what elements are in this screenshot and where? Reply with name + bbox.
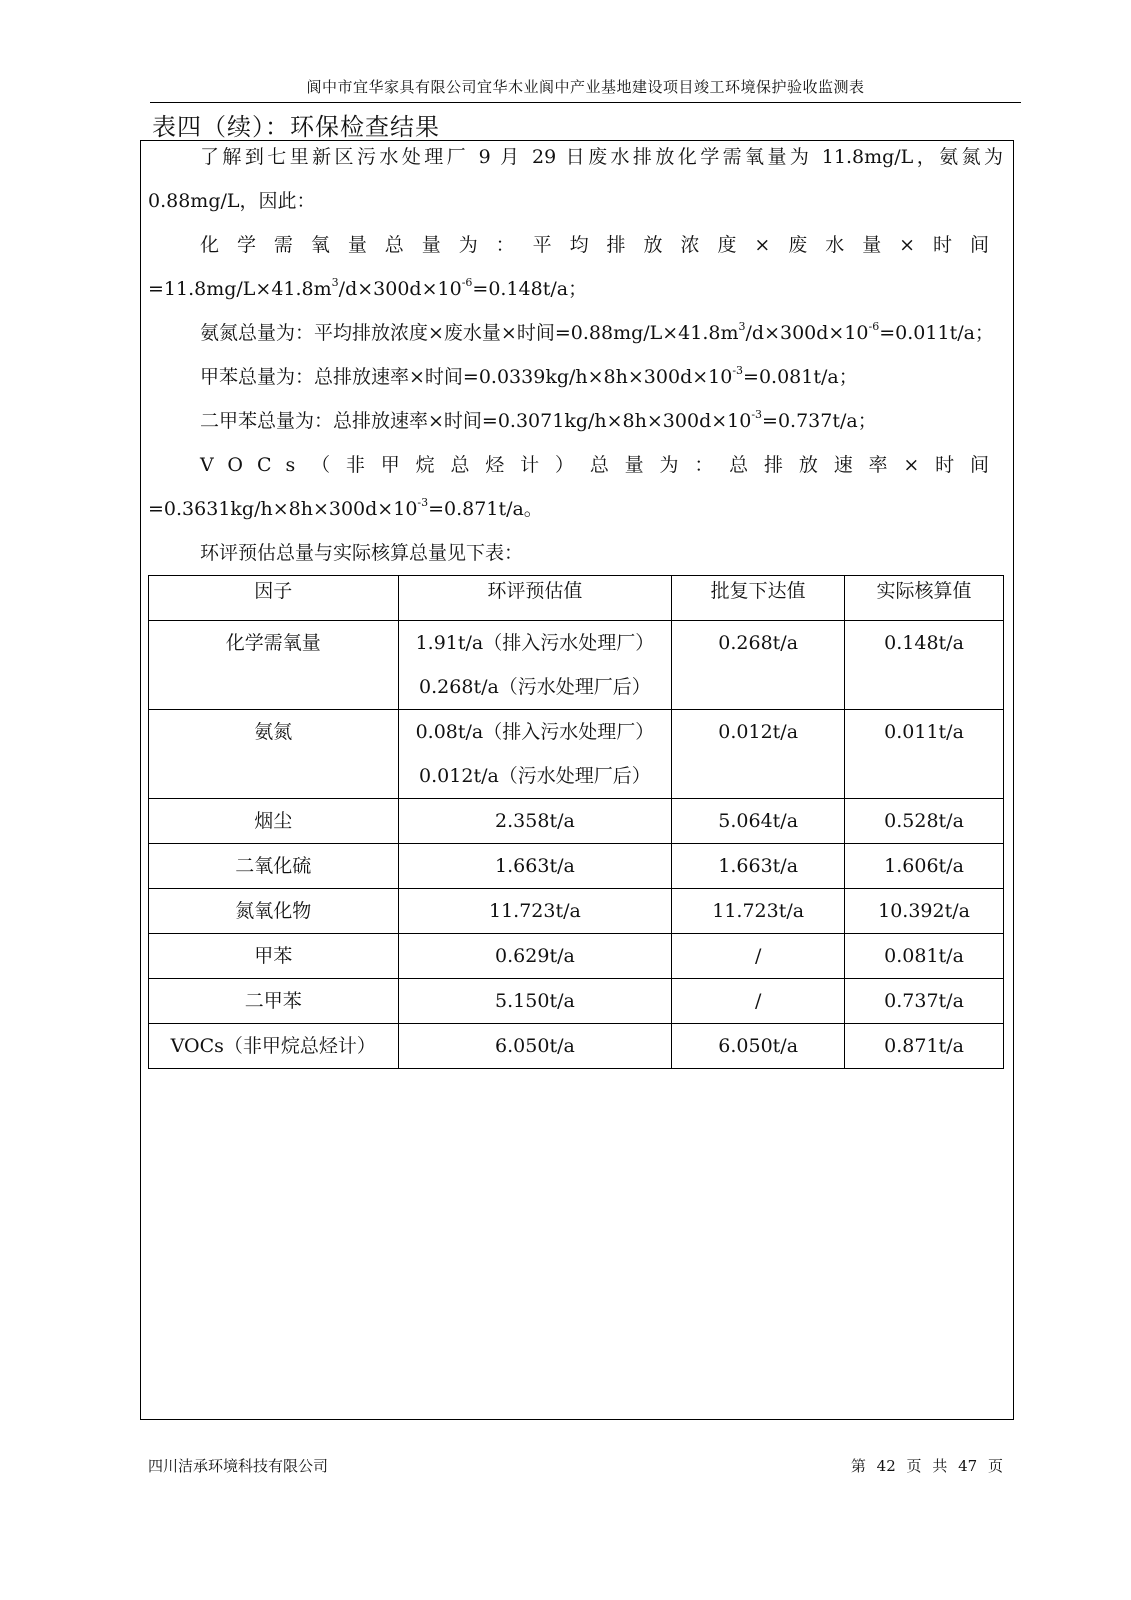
cell-eia: 0.629t/a [398,934,672,979]
cell-actual: 0.081t/a [845,934,1004,979]
formula-part: =11.8mg/L×41.8m [148,278,332,300]
paragraph-2-line-2 [148,267,1003,311]
superscript: -3 [417,495,429,509]
table-row [149,710,1004,799]
formula-part: 氨氮总量为：平均排放浓度×废水量×时间=0.88mg/L×41.8m [200,322,739,344]
cell-factor: 二甲苯 [149,979,399,1024]
table-row [149,1024,1004,1069]
cell-factor: VOCs（非甲烷总烃计） [149,1024,399,1069]
formula-part: =0.081t/a； [743,366,858,388]
cell-actual: 10.392t/a [845,889,1004,934]
document-header: 阆中市宜华家具有限公司宜华木业阆中产业基地建设项目竣工环境保护验收监测表 [306,78,865,96]
table-row [149,844,1004,889]
eia-line: 0.012t/a（污水处理厂后） [419,765,651,787]
formula-part: =0.011t/a； [879,322,994,344]
paragraph-2-line-1: 化学需氧量总量为：平均排放浓度×废水量×时间 [200,234,1003,256]
formula-part: =0.871t/a。 [428,498,543,520]
cell-eia: 1.663t/a [398,844,672,889]
cell-eia [398,710,672,799]
cell-eia: 2.358t/a [398,799,672,844]
header-actual: 实际核算值 [845,576,1004,621]
formula-part: /d×300d×10 [338,278,462,300]
paragraph-1-line-2: 0.88mg/L，因此： [148,190,316,212]
cell-approved: 0.268t/a [672,621,845,710]
header-rule [150,102,1021,103]
footer-company: 四川洁承环境科技有限公司 [148,1457,329,1475]
formula-part: 二甲苯总量为：总排放速率×时间=0.3071kg/h×8h×300d×10 [200,410,752,432]
page-current: 42 [876,1457,896,1475]
table-row [149,889,1004,934]
superscript: -6 [868,319,880,333]
page-mid: 页 共 [906,1457,948,1475]
cell-eia: 6.050t/a [398,1024,672,1069]
paragraph-7: 环评预估总量与实际核算总量见下表： [200,542,524,564]
superscript: 3 [331,275,339,289]
cell-approved: 6.050t/a [672,1024,845,1069]
page-prefix: 第 [850,1457,866,1475]
eia-line: 0.08t/a（排入污水处理厂） [415,721,655,743]
paragraph-5 [148,399,1003,443]
header-factor: 因子 [149,576,399,621]
cell-factor: 甲苯 [149,934,399,979]
formula-part: =0.3631kg/h×8h×300d×10 [148,498,418,520]
cell-actual: 0.737t/a [845,979,1004,1024]
cell-approved: 11.723t/a [672,889,845,934]
page-suffix: 页 [987,1457,1003,1475]
formula-part: /d×300d×10 [745,322,869,344]
cell-actual: 0.011t/a [845,710,1004,799]
eia-line: 1.91t/a（排入污水处理厂） [415,632,655,654]
cell-eia: 5.150t/a [398,979,672,1024]
footer-page-number [851,1455,1003,1476]
cell-actual: 0.148t/a [845,621,1004,710]
superscript: 3 [738,319,746,333]
table-row [149,799,1004,844]
paragraph-4 [148,355,1003,399]
cell-actual: 0.871t/a [845,1024,1004,1069]
page-total: 47 [958,1457,978,1475]
body-text [148,135,1003,575]
cell-actual: 1.606t/a [845,844,1004,889]
cell-approved: / [672,934,845,979]
cell-factor: 氮氧化物 [149,889,399,934]
cell-eia: 11.723t/a [398,889,672,934]
totals-table [148,575,1004,1069]
section-title: 表四（续）：环保检查结果 [152,113,440,141]
cell-actual: 0.528t/a [845,799,1004,844]
cell-factor: 氨氮 [149,710,399,799]
superscript: -3 [732,363,744,377]
table-row [149,621,1004,710]
header-approved: 批复下达值 [672,576,845,621]
table-row [149,934,1004,979]
header-eia: 环评预估值 [398,576,672,621]
eia-line: 0.268t/a（污水处理厂后） [419,676,651,698]
table-header-row [149,576,1004,621]
cell-factor: 化学需氧量 [149,621,399,710]
superscript: -6 [461,275,473,289]
cell-factor: 烟尘 [149,799,399,844]
cell-approved: 0.012t/a [672,710,845,799]
cell-approved: 5.064t/a [672,799,845,844]
superscript: -3 [751,407,763,421]
formula-part: 甲苯总量为：总排放速率×时间=0.0339kg/h×8h×300d×10 [200,366,733,388]
formula-part: =0.737t/a； [762,410,877,432]
cell-approved: / [672,979,845,1024]
table-row [149,979,1004,1024]
paragraph-1-line-1: 了解到七里新区污水处理厂 9 月 29 日废水排放化学需氧量为 11.8mg/L，氨氮为 [200,146,1003,168]
cell-approved: 1.663t/a [672,844,845,889]
paragraph-6-line-1: VOCs（非甲烷总烃计）总量为：总排放速率×时间 [200,454,1003,476]
cell-eia [398,621,672,710]
cell-factor: 二氧化硫 [149,844,399,889]
paragraph-3 [148,311,1003,355]
formula-part: =0.148t/a； [472,278,588,300]
paragraph-6-line-2 [148,487,1003,531]
